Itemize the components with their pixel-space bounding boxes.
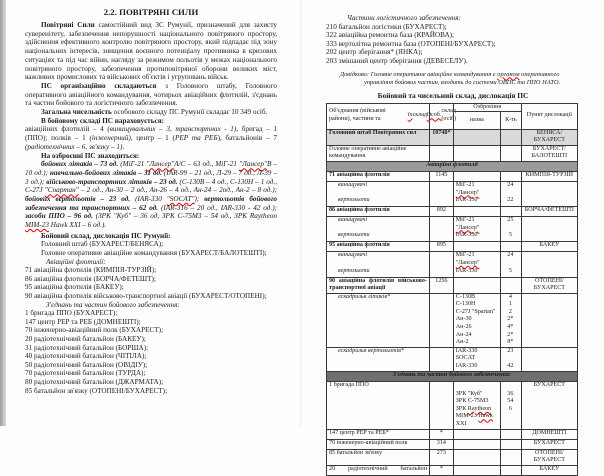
text-run: МіГ-21: [455, 181, 475, 188]
page-left: [6, 0, 300, 426]
cell-location: БАКЕУ: [521, 466, 577, 475]
cell-location: [521, 268, 577, 277]
paragraph-armament: [25, 160, 277, 230]
table-row: [327, 449, 577, 465]
cell-armament: [453, 382, 521, 391]
cell-armament: [453, 430, 521, 439]
text-run: авіаційних флотилій – 4: [25, 125, 108, 134]
header-armament-group: [453, 104, 521, 129]
armament-name: [454, 182, 500, 197]
text-run: 85 батальйон зв'язку: [329, 449, 383, 456]
cell-location: ДОМНЕШТІ: [521, 430, 577, 439]
text-run: 70 інженерно-авіаційний полк: [329, 439, 408, 446]
cell-unit: [327, 382, 429, 391]
table-row: [327, 130, 577, 145]
text-run: ескадрилья вертольотів*: [338, 347, 404, 354]
text-run: Hawk XXI – 6 од.).: [48, 221, 107, 230]
text-run: (радіотехнічних – 6, зв'язку – 1): [25, 142, 123, 151]
dislocation-list-item: 70 радіотехнічний батальйон (ТУРДА);: [25, 369, 146, 378]
cell-armament: [453, 391, 521, 429]
heading-armament: На озброєнні ПС знаходиться:: [41, 151, 140, 160]
header-location-column: Пункт дислокації: [521, 104, 577, 129]
cell-personnel: [429, 197, 453, 206]
cell-personnel: 10748*: [429, 130, 453, 145]
cell-unit: [327, 440, 429, 449]
cell-personnel: 895: [429, 242, 453, 251]
cell-location: [521, 232, 577, 241]
armament-line: [454, 268, 521, 276]
text-run: , бригад – 1 (ППО); полків – 1: [25, 125, 277, 143]
dislocation-list-item: 50 радіотехнічний батальйон (ОВІДІУ);: [25, 360, 148, 369]
armament-qty: 6: [508, 405, 512, 412]
text-run: ЗРК С-75М3: [455, 398, 489, 405]
text-run: "Лансер": [455, 224, 480, 231]
cell-unit: [327, 430, 429, 439]
text-run: засоби ППО – 96 од.: [25, 212, 96, 221]
text-run: вертольоти: [338, 197, 370, 204]
cell-unit: [327, 242, 429, 251]
section-title: 2.2. ПОВІТРЯНІ СИЛИ: [103, 7, 199, 17]
cell-armament: [453, 242, 521, 251]
table-section-row: [327, 371, 577, 381]
armament-name: [454, 294, 500, 302]
text-run: MIM-23: [25, 221, 49, 230]
armament-qty: 5: [508, 267, 512, 274]
cell-location: [521, 294, 577, 347]
text-run: 86 авіаційна флотилія: [329, 207, 390, 214]
text-run: (IAR-99 – 21 од., Л-29 – 7 од., Л-39 – 3 од.);: [25, 168, 277, 186]
text-run: "Лансер": [146, 160, 175, 169]
cell-personnel: [429, 391, 453, 429]
cell-armament: [453, 268, 521, 277]
table-section-row: [327, 161, 577, 171]
table-row: [327, 293, 577, 347]
table-row: [327, 216, 577, 232]
text-run: ), батальйонів – 7: [217, 134, 277, 143]
heading-dislocation: Бойовий склад, дислокація ПС Румунії:: [41, 231, 171, 240]
table-header-row: [327, 104, 577, 130]
armament-qty: 24: [507, 181, 514, 188]
table-row: [327, 277, 577, 293]
cell-armament: [453, 232, 521, 241]
text-run: Ан-2: [455, 339, 469, 346]
text-run: винищувачі: [338, 252, 368, 259]
armament-qty: 5: [508, 232, 512, 239]
cell-unit: [327, 130, 429, 145]
cell-unit: [327, 278, 429, 293]
dislocation-list-item: 90 авіаційна флотилія військово-транспортної авіації (БУХАРЕСТ/ОТОПЕНІ);: [25, 292, 267, 301]
text-run: "Лансер": [238, 160, 267, 169]
armament-qty: 25: [507, 217, 514, 224]
cell-unit: [327, 348, 429, 371]
armament-line: [454, 217, 521, 232]
text-run: Довідково: Головне оперативне авіаційне командування є: [340, 70, 498, 78]
table-row: [327, 251, 577, 267]
cell-personnel: 1145: [429, 172, 453, 181]
text-run: В – 10 од.);: [25, 160, 277, 177]
force-table: [326, 103, 578, 476]
text-run: їх: [407, 112, 413, 119]
text-run: "Лансер": [455, 259, 480, 266]
text-run: , центр – 1 (: [130, 134, 175, 143]
text-run: 95 авіаційна флотилія: [329, 242, 390, 249]
text-run: .: [122, 142, 125, 151]
logistics-list-item: 203 змішаний центр зберігання (ДЕВЕСЕЛУ).: [326, 56, 468, 65]
text-run: склад: [412, 112, 427, 119]
logistics-list-item: 333 вертолітна ремонтна база (ОТОПЕНІ/БУХАРЕСТ);: [326, 39, 496, 48]
armament-line: [454, 309, 521, 317]
armament-line: [454, 197, 521, 205]
cell-personnel: [429, 294, 453, 347]
cell-unit: [327, 182, 429, 197]
cell-personnel: 892: [429, 207, 453, 216]
cell-location: [521, 391, 577, 429]
armament-name: [454, 252, 500, 267]
text-run: IAR-330 SOCAT: [455, 347, 478, 362]
armament-line: [454, 301, 521, 309]
armament-name: [454, 232, 500, 240]
text-run: IAR-330: [455, 363, 478, 370]
text-run: МіГ-21: [455, 217, 475, 224]
text-run: вертольоти: [338, 267, 370, 274]
armament-qty: 4: [508, 293, 512, 300]
cell-personnel: *: [429, 430, 453, 439]
text-run: 20 радіотехнічний батальйон: [329, 465, 427, 472]
cell-personnel: 314: [429, 440, 453, 449]
text-run: ЗРК: [455, 405, 468, 412]
cell-unit: [327, 172, 429, 181]
page-right: [302, 0, 604, 472]
table-row: [327, 268, 577, 277]
text-run: (IAR-316 – 20 од., IAR-330 - 42 од.);: [160, 203, 278, 212]
cell-location: БУХАРЕСТ: [521, 382, 577, 391]
text-run: вертольоти: [338, 232, 370, 239]
armament-qty: 36: [507, 390, 514, 397]
armament-qty: 2*: [507, 331, 514, 338]
cell-location: [521, 197, 577, 206]
text-run: бойових літаків – 73 од.: [41, 160, 121, 169]
text-run: військово-транспортних літаків – 23 од.: [46, 177, 180, 186]
text-run: бойових вертольотів – 23 од.: [25, 195, 136, 204]
text-run: РЕР та РЕБ: [174, 134, 218, 143]
cell-location: БАКЕУ: [521, 242, 577, 251]
armament-qty: 8*: [507, 339, 514, 346]
armament-name: [454, 309, 500, 317]
text-run: ескадрилья літаків*: [338, 293, 391, 300]
armament-qty: 4*: [507, 324, 514, 331]
cell-personnel: [429, 252, 453, 267]
text-run: "Лансер": [455, 189, 480, 196]
table-section-label: З'єднань та частин бойового забезпечення:: [392, 371, 512, 378]
cell-armament: [453, 172, 521, 181]
cell-location: БУХАРЕСТ/ БАЛОТЕШТІ: [521, 146, 577, 161]
text-run: Об'єднання (військові райони), частини та: [329, 108, 386, 123]
dislocation-list-item: 71 авіаційна флотилія (КИМПІЯ-ТУРЗІЙ);: [25, 266, 157, 275]
text-run: C-27J "Spartan": [455, 308, 496, 315]
text-run: C-130H: [455, 301, 476, 308]
text-run: MIM-23: [455, 413, 479, 420]
text-run: навчально-бойових літаків – 31 од.: [49, 168, 164, 177]
armament-name: [454, 217, 500, 232]
cell-unit: [327, 391, 429, 429]
dislocation-list-item: 86 авіаційна флотилія (БОРЧА/ФЕТЕШТ);: [25, 274, 156, 283]
armament-line: [454, 232, 521, 240]
table-row: [327, 347, 577, 371]
armament-name: [454, 324, 500, 332]
header-armament-title: Озброєння: [454, 104, 521, 113]
paragraph-organization-body: з Головного штабу, Головного оперативного авіаційного командування, чотирьох авіаційних флотилій, з'єднань та частин бойового та логістичного забезпечення.: [25, 81, 277, 108]
cell-location: ОТОПЕНІ/ БУХАРЕСТ: [521, 278, 577, 293]
text-run: вертольотів бойового забезпечення та транспортних – 62 од.: [25, 195, 277, 212]
armament-qty: 1: [508, 301, 512, 308]
cell-location: КИМПІЯ-ТУРЗІЙ: [521, 172, 577, 181]
armament-line: [454, 182, 521, 197]
text-run: 90 авіаційна флотилія військово-транспортної авіації: [329, 277, 427, 292]
text-run: (МіГ-21: [120, 160, 147, 169]
armament-name: [454, 398, 500, 406]
logistics-list-item: 322 авіаційна ремонтна база (КРАЙОВА);: [326, 31, 455, 40]
text-run: 1 бригада ППО: [329, 381, 369, 388]
dislocation-list-item: 1 бригада ППО (БУХАРЕСТ);: [25, 309, 118, 318]
text-run: МіГ-21: [455, 252, 475, 259]
text-run: винищувачі: [338, 181, 368, 188]
text-run: – 2 од., Ан-30 – 2 од., Ан-26 – 4 од., Ан-24 – 2од., Ан-2 – 8 од.);: [78, 186, 277, 195]
armament-qty: 54: [507, 398, 514, 405]
text-run: склад (осіб): [441, 108, 457, 123]
armament-name: [454, 301, 500, 309]
armament-name: [454, 197, 500, 205]
text-run: Головний штаб Повітряних сил: [329, 129, 417, 136]
armament-qty: 2: [508, 308, 512, 315]
cell-unit: [327, 232, 429, 241]
paragraph-intro: [25, 21, 277, 82]
cell-personnel: [429, 382, 453, 391]
armament-qty: 23: [507, 347, 514, 354]
armament-qty: 42: [507, 363, 514, 370]
cell-location: БУХАРЕСТ: [521, 440, 577, 449]
armament-name: [454, 268, 500, 276]
heading-combat-composition: В бойовому складі ПС нараховується:: [41, 116, 164, 125]
armament-name: [454, 406, 500, 429]
cell-armament: [453, 348, 521, 371]
cell-location: [521, 348, 577, 371]
text-run: (винищувальних – 3, транспортних - 1): [107, 125, 237, 134]
logistics-list-item: 202 центр зберігання* (ЯНКА);: [326, 48, 423, 57]
cell-unit: [327, 207, 429, 216]
header-armament-qty: К-ть: [500, 112, 521, 128]
cell-location: [521, 182, 577, 197]
armament-line: [454, 324, 521, 332]
dislocation-list-item: 31 радіотехнічний батальйон (БОРША);: [25, 343, 149, 352]
text-run: "Спартан": [44, 186, 79, 195]
table-row: [327, 241, 577, 251]
text-run: 71 авіаційна флотилія: [329, 171, 390, 178]
logistics-list: [326, 23, 590, 66]
armament-line: [454, 391, 521, 399]
cell-armament: [453, 146, 521, 161]
text-run: (С-130В – 4 од., С-130Н – 1 од., С-27J: [25, 177, 277, 195]
cell-location: БОРЧА/ФЕТЕШТІ: [521, 207, 577, 216]
armament-line: [454, 316, 521, 324]
armament-name: [454, 316, 500, 324]
paragraph-total-body: особового складу ПС Румунії складає 10 349 осіб.: [111, 108, 268, 117]
text-run: Ан-26: [455, 324, 472, 331]
table-row: [327, 439, 577, 449]
cell-armament: [453, 130, 521, 145]
cell-unit: [327, 294, 429, 347]
dislocation-list-item: 80 радіотехнічний батальйон (ДЖАРМАТА);: [25, 377, 164, 386]
text-run: IAR-330: [455, 267, 478, 274]
cell-unit: [327, 450, 429, 465]
armament-name: [454, 332, 500, 340]
paragraph-total-lead: Загальна чисельність: [41, 108, 112, 117]
cell-armament: [453, 440, 521, 449]
text-run: 147 центр РЕР та РЕБ*: [329, 429, 389, 436]
armament-name: [454, 348, 500, 363]
cell-armament: [453, 252, 521, 267]
armament-line: [454, 339, 521, 347]
cell-armament: [453, 466, 521, 475]
dislocation-list-item: 20 радіотехнічний батальйон (БАКЕУ);: [25, 335, 146, 343]
header-armament-name: назва: [469, 116, 484, 123]
dislocation-list-item: 70 інженерно-авіаційний полк (БУХАРЕСТ);: [25, 326, 164, 335]
header-unit-column: [327, 104, 429, 129]
table-row: [327, 181, 577, 197]
cell-armament: [453, 197, 521, 206]
cell-armament: [453, 217, 521, 232]
text-run: (ЗРК "Куб" – 36 од, ЗРК С-75М3 – 54 од., ЗРК Raytheon: [95, 212, 277, 221]
paragraph-organization-lead: ПС організаційно складаються: [41, 81, 157, 90]
cell-armament: [453, 182, 521, 197]
table-section-label: Авіаційні флотилії: [426, 161, 478, 168]
text-run: винищувачі: [338, 217, 368, 224]
paragraph-intro-lead: Повітряні Сили: [41, 21, 95, 29]
cell-personnel: [429, 182, 453, 197]
table-row: [327, 465, 577, 475]
cell-location: ОТОПЕНІ/ БУХАРЕСТ: [521, 450, 577, 465]
table-row: [327, 197, 577, 206]
dislocation-list-item: Головне оперативне авіаційне командування (БУХАРЕСТ/БАЛОТЕШТІ);: [41, 249, 267, 258]
reference-note: [328, 71, 590, 87]
cell-location: [521, 217, 577, 232]
cell-unit: [327, 252, 429, 267]
text-run: Raytheon: [467, 405, 492, 412]
cell-personnel: 273: [429, 450, 453, 465]
text-run: C-130B: [455, 293, 476, 300]
cell-unit: [327, 146, 429, 161]
dislocation-list-item: З'єднань та частин бойового забезпечення:: [46, 300, 180, 309]
text-run: оперативного управління бойових частин, входить до системи ОВПС та ППО НАТО.: [364, 70, 561, 86]
text-run: XXI: [455, 421, 467, 427]
cell-personnel: 1256: [429, 278, 453, 293]
cell-armament: [453, 278, 521, 293]
cell-personnel: [429, 217, 453, 232]
cell-armament: [453, 450, 521, 465]
text-run: IAR-330: [455, 232, 478, 239]
text-run: "SOCAT": [166, 195, 195, 204]
text-run: ЗРК "Куб": [455, 390, 483, 397]
armament-line: [454, 332, 521, 340]
table-row: [327, 206, 577, 216]
dislocation-list-item: 147 центр РЕР та РЕБ (ДОМНЕШТІ);: [25, 317, 141, 326]
dislocation-list-item: 40 радіотехнічний батальйон (ЧІТІЛА);: [25, 352, 147, 361]
cell-armament: [453, 294, 521, 347]
force-table-body: [327, 130, 577, 475]
cell-unit: [327, 217, 429, 232]
text-run: (IAR-330: [135, 195, 167, 204]
armament-line: [454, 363, 521, 371]
table-row: [327, 145, 577, 161]
logistics-list-item: 210 батальйон логістики (БУХАРЕСТ);: [326, 22, 447, 31]
paragraph-combat-composition: [25, 125, 277, 151]
text-run: Головне оперативне авіаційне командування: [329, 145, 407, 160]
table-row: [327, 171, 577, 181]
table-title: Бойовий та чисельний склад, дислокація ПС: [377, 90, 529, 100]
text-run: А/С – 63 од., МіГ-21: [174, 160, 239, 169]
text-run: (інженерний): [89, 134, 131, 143]
heading-logistics: Частини логістичного забезпечення:: [347, 14, 461, 22]
table-row: [327, 232, 577, 241]
header-armament-subcolumns: [454, 112, 521, 128]
cell-unit: [327, 268, 429, 277]
cell-personnel: [429, 268, 453, 277]
armament-qty: 22: [507, 197, 514, 204]
armament-qty: 2*: [507, 316, 514, 323]
dislocation-list-item: 85 батальйон зв'язку (ОТОПЕНІ/БУХАРЕСТ);: [25, 386, 168, 395]
header-personnel-column: [426, 104, 457, 129]
cell-unit: [327, 197, 429, 206]
armament-line: [454, 398, 521, 406]
paragraph-intro-body: самостійний вид ЗС Румунії, призначений для захисту суверенітету, забезпечення непорушності національного повітряного простору, здійснення ефективного контролю повітряного простору, який підпадає під зону національних інтересів, знищення воєнного потенціалу противника в кризових ситуаціях та під час війни, нагляду за режимом польотів у межах національного повітряного простору, забезпечення протиповітряної оборони великих міст, важливих промислових та військових об'єктів і угруповань військ.: [25, 21, 277, 82]
armament-line: [454, 406, 521, 429]
paragraph-organization: [25, 82, 277, 108]
table-row: [327, 381, 577, 391]
armament-qty: 24: [507, 252, 514, 259]
text-run: Hawk: [478, 413, 493, 420]
cell-personnel: [429, 232, 453, 241]
text-run: Ан-30: [455, 316, 472, 323]
cell-unit: [327, 466, 429, 475]
text-run: );: [194, 195, 205, 204]
text-run: Ан-24: [455, 331, 472, 338]
armament-line: [454, 294, 521, 302]
dislocation-list: [25, 240, 277, 395]
armament-line: [454, 252, 521, 267]
text-run: IAR-330: [455, 197, 478, 204]
dislocation-list-item: Головний штаб (БУХАРЕСТ/БЕНЯСА);: [41, 240, 164, 249]
cell-personnel: *: [429, 466, 453, 475]
cell-location: БЕНЯСА/ БУХАРЕСТ: [521, 130, 577, 145]
table-row: [327, 429, 577, 439]
paragraph-total-strength: [25, 108, 277, 117]
dislocation-list-item: Авіаційні флотилії:: [46, 257, 106, 266]
table-row: [327, 391, 577, 429]
armament-name: [454, 363, 500, 371]
cell-armament: [453, 207, 521, 216]
armament-line: [454, 348, 521, 363]
armament-name: [454, 391, 500, 399]
text-run: органом: [497, 70, 520, 78]
armament-name: [454, 339, 500, 347]
text-run: Особ.: [426, 112, 442, 119]
cell-personnel: [429, 348, 453, 371]
cell-personnel: [429, 146, 453, 161]
cell-location: [521, 252, 577, 267]
dislocation-list-item: 95 авіаційна флотилія (БАКЕУ);: [25, 283, 124, 292]
